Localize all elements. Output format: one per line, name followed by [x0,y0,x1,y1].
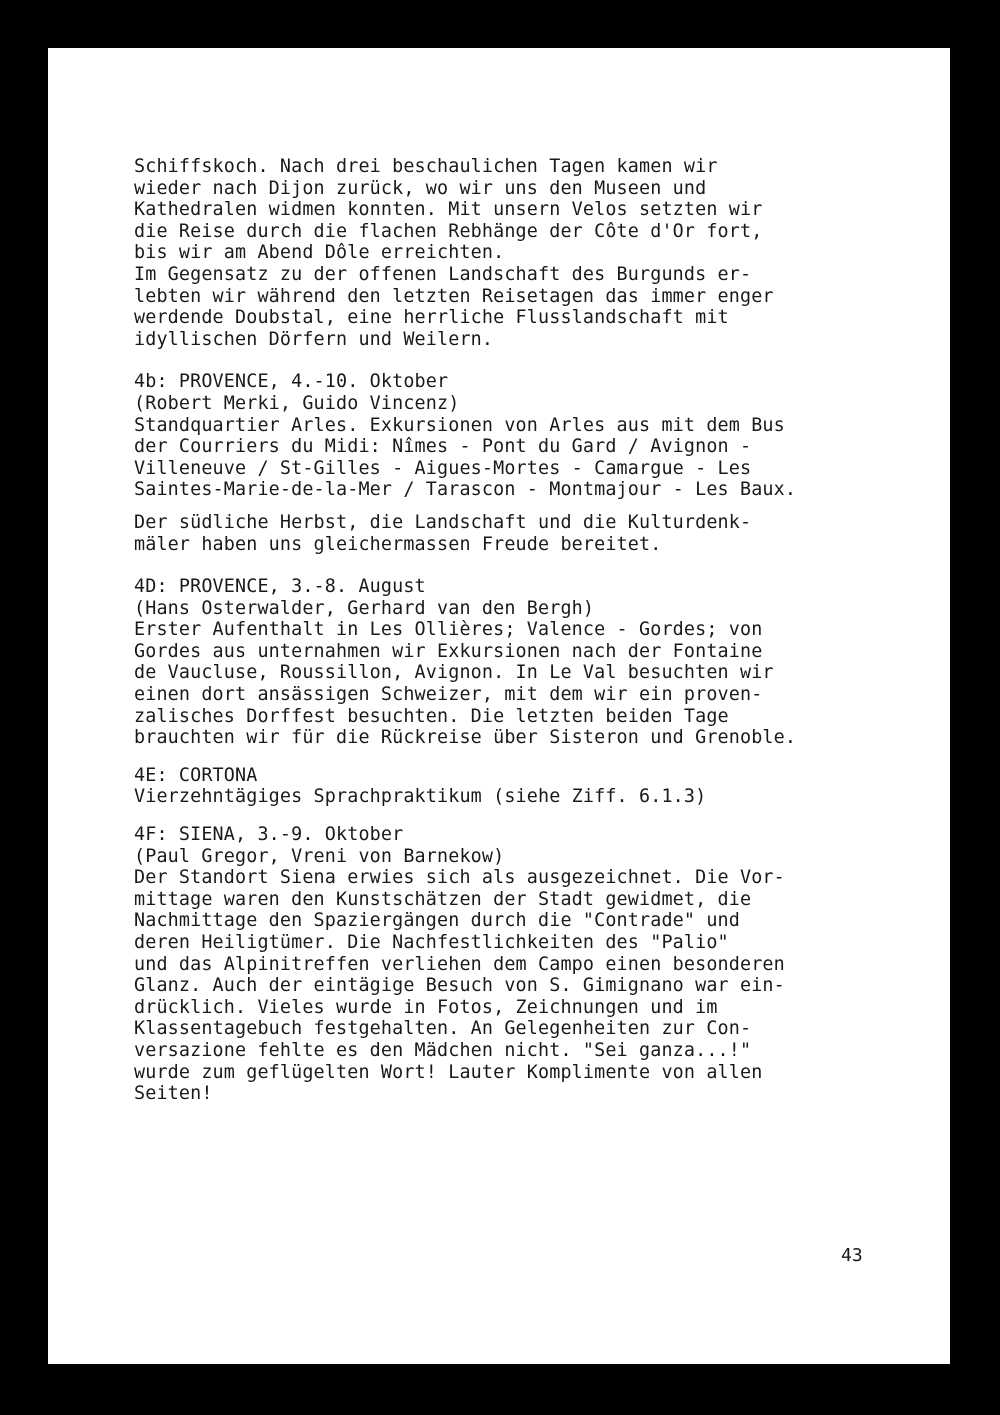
text-line: Klassentagebuch festgehalten. An Gelegenheiten zur Con- [134,1018,752,1040]
page-number: 43 [841,1245,863,1266]
section-4b [134,371,914,555]
text-line: drücklich. Vieles wurde in Fotos, Zeichnungen und im [134,996,718,1018]
text-line: Nachmittage den Spaziergängen durch die "Contrade" und [134,910,740,932]
text-line: wurde zum geflügelten Wort! Lauter Komplimente von allen [134,1061,763,1083]
text-line: deren Heiligtümer. Die Nachfestlichkeiten des "Palio" [134,932,729,953]
text-line: Der Standort Siena erwies sich als ausgezeichnet. Die Vor- [134,867,785,889]
text-line: Im Gegensatz zu der offenen Landschaft des Burgunds er- [134,263,752,285]
document-body [134,156,914,1105]
section-heading: 4F: SIENA, 3.-9. Oktober [134,824,404,846]
text-line: Der südliche Herbst, die Landschaft und die Kulturdenk- [134,511,752,533]
section-4e [134,765,914,808]
text-line: und das Alpinitreffen verliehen dem Campo einen besonderen [134,953,785,975]
text-line: Glanz. Auch der eintägige Besuch von S. Gimignano war ein- [134,975,785,997]
text-line: zalisches Dorffest besuchten. Die letzten beiden Tage [134,705,729,727]
text-line: Schiffskoch. Nach drei beschaulichen Tagen kamen wir [134,156,718,177]
text-line: idyllischen Dörfern und Weilern. [134,328,494,350]
text-line: Saintes-Marie-de-la-Mer / Tarascon - Montmajour - Les Baux. [134,479,797,501]
text-line: Standquartier Arles. Exkursionen von Arles aus mit dem Bus [134,414,785,436]
document-page [48,48,950,1364]
text-line: mittage waren den Kunstschätzen der Stadt gewidmet, die [134,888,752,910]
text-line: einen dort ansässigen Schweizer, mit dem wir ein proven- [134,684,763,706]
intro-paragraph [134,156,914,350]
section-4d [134,576,914,749]
section-heading: 4b: PROVENCE, 4.-10. Oktober [134,371,449,393]
text-line: Seiten! [134,1083,213,1105]
text-line: Kathedralen widmen konnten. Mit unsern Velos setzten wir [134,199,763,221]
text-line: versazione fehlte es den Mädchen nicht. "Sei ganza...!" [134,1039,752,1061]
text-line: (Robert Merki, Guido Vincenz) [134,392,460,414]
text-line: Vierzehntägiges Sprachpraktikum (siehe Ziff. 6.1.3) [134,786,707,808]
text-line: bis wir am Abend Dôle erreichten. [134,242,505,264]
text-line: brauchten wir für die Rückreise über Sisteron und Grenoble. [134,727,797,749]
text-line: (Hans Osterwalder, Gerhard van den Bergh) [134,597,595,619]
text-line: werdende Doubstal, eine herrliche Flusslandschaft mit [134,307,729,329]
text-line: wieder nach Dijon zurück, wo wir uns den Museen und [134,177,707,199]
text-line: lebten wir während den letzten Reisetagen das immer enger [134,285,774,307]
text-line: de Vaucluse, Roussillon, Avignon. In Le Val besuchten wir [134,662,774,684]
section-heading: 4D: PROVENCE, 3.-8. August [134,576,426,598]
text-line: mäler haben uns gleichermassen Freude bereitet. [134,533,662,555]
text-line: Gordes aus unternahmen wir Exkursionen nach der Fontaine [134,640,763,662]
text-line: (Paul Gregor, Vreni von Barnekow) [134,845,505,867]
text-line: Villeneuve / St-Gilles - Aigues-Mortes - Camargue - Les [134,457,752,479]
text-line: Erster Aufenthalt in Les Ollières; Valence - Gordes; von [134,619,763,641]
text-line: der Courriers du Midi: Nîmes - Pont du Gard / Avignon - [134,436,752,458]
text-line: die Reise durch die flachen Rebhänge der Côte d'Or fort, [134,220,763,242]
section-4f [134,824,914,1105]
section-heading: 4E: CORTONA [134,764,258,786]
